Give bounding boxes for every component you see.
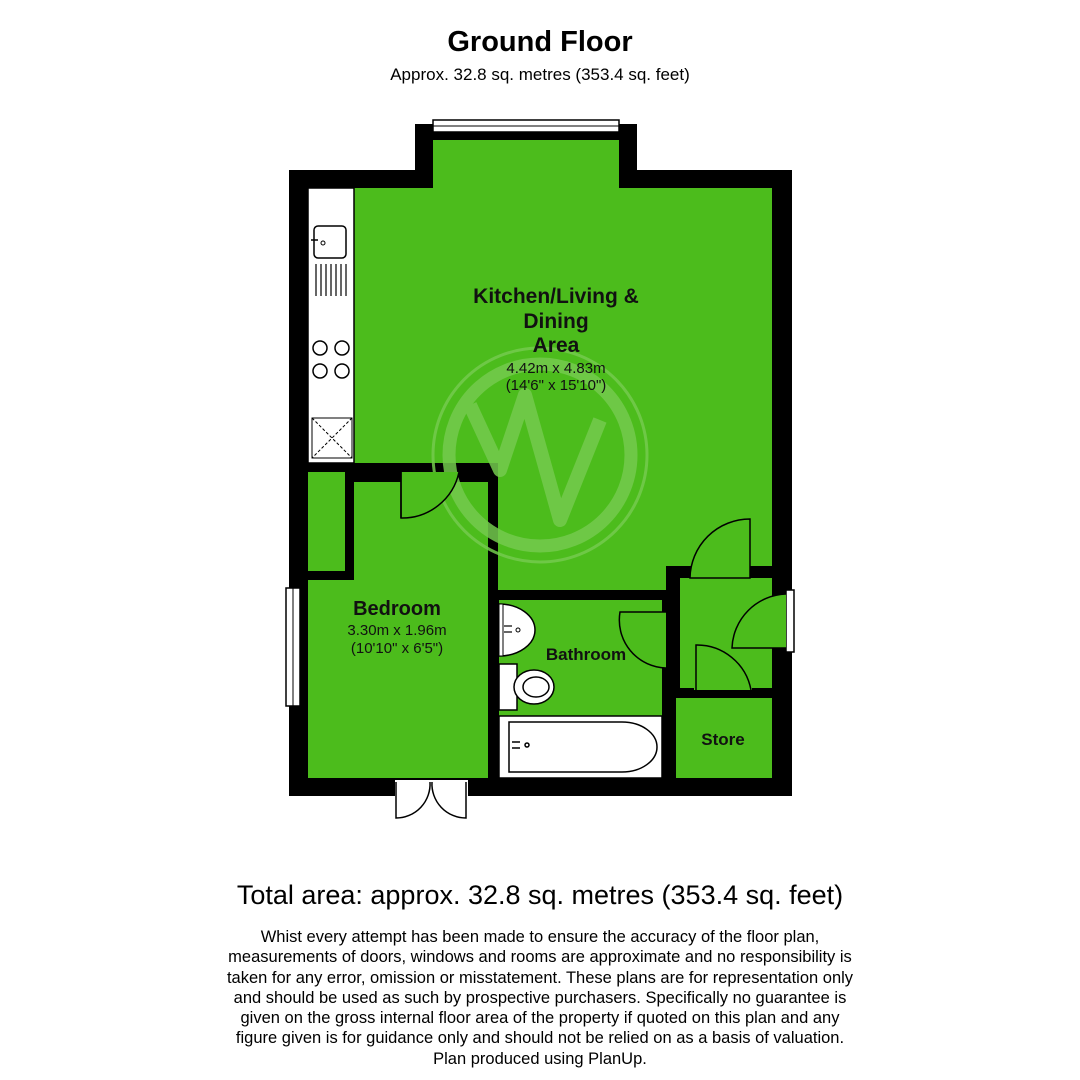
wall-kitchen-bedroom-left	[300, 463, 400, 472]
floor-subtitle: Approx. 32.8 sq. metres (353.4 sq. feet)	[390, 65, 690, 84]
bedroom-cupboard-floor	[308, 472, 345, 568]
window-bedroom	[286, 588, 300, 706]
wall-hall-left	[666, 566, 676, 614]
disclaimer-line: Whist every attempt has been made to ensure the accuracy of the floor plan,	[260, 928, 820, 946]
window-top	[433, 120, 619, 132]
wall-store-top-left	[666, 688, 694, 698]
wall-kitchen-bathroom	[498, 590, 666, 600]
kitchen-name-line-3: Area	[532, 334, 580, 357]
kitchen-name-line-2: Dining	[523, 310, 589, 333]
total-area: Total area: approx. 32.8 sq. metres (353.4 sq. feet)	[236, 880, 844, 910]
disclaimer	[190, 927, 890, 1069]
bedroom-name: Bedroom	[353, 598, 441, 620]
room-label-bathroom: Bathroom	[545, 645, 627, 664]
bedroom-dim-metric: 3.30m x 1.96m	[347, 622, 447, 639]
drainer-icon	[316, 264, 346, 296]
wall-hall-top-right	[752, 566, 772, 578]
bedroom-dim-imperial: (10'10" x 6'5")	[350, 640, 444, 657]
kitchen-dim-metric: 4.42m x 4.83m	[506, 360, 606, 377]
wall-bathroom-hall	[662, 668, 676, 796]
disclaimer-line: and should be used as such by prospective purchasers. Specifically no guarantee is	[233, 988, 847, 1007]
floor-title: Ground Floor	[447, 26, 633, 58]
sink-icon	[311, 226, 346, 258]
room-label-bedroom	[347, 598, 446, 657]
wall-cupboard-base	[300, 571, 354, 580]
disclaimer-line: taken for any error, omission or misstatement. These plans are for representation only	[226, 968, 854, 987]
wall-bedroom-bathroom	[488, 463, 498, 796]
kitchen-dim-imperial: (14'6" x 15'10")	[505, 377, 607, 394]
disclaimer-line: Plan produced using PlanUp.	[433, 1049, 647, 1068]
wall-store-top-right	[752, 688, 772, 698]
disclaimer-line: given on the gross internal floor area of the property if quoted on this plan and any	[240, 1009, 840, 1028]
room-label-store: Store	[701, 730, 745, 749]
disclaimer-line: measurements of doors, windows and rooms are approximate and no responsibility is	[228, 948, 852, 967]
disclaimer-line: figure given is for guidance only and should not be relied on as a basis of valuation.	[235, 1029, 845, 1048]
bath-icon	[499, 716, 662, 778]
kitchen-name-line-1: Kitchen/Living &	[473, 285, 639, 308]
door-bedroom-patio[interactable]	[396, 782, 466, 818]
wall-cupboard	[345, 472, 354, 580]
